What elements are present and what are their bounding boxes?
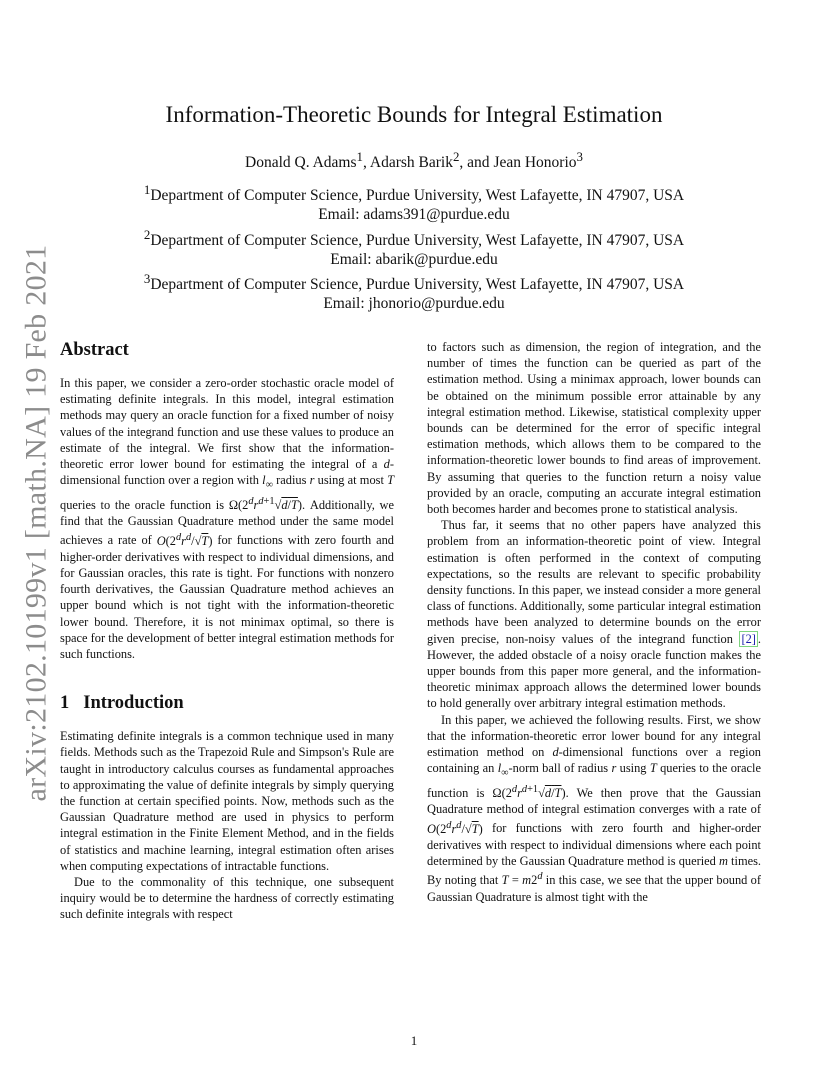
formula-upper-rate: $O(2^dr^d/√T)$ — [156, 531, 213, 548]
author-affil-mark: 1 — [356, 149, 363, 164]
paper-title: Information-Theoretic Bounds for Integral Estimation — [165, 102, 663, 127]
page-number: 1 — [410, 1033, 418, 1048]
affiliation-email: Email: jhonorio@purdue.edu — [323, 295, 505, 313]
intro-paragraph: Due to the commonality of this technique, one subsequent inquiry would be to determine the hardness of correctly estimating such definite integrals with respect — [60, 875, 394, 922]
affil-mark: 3 — [143, 271, 151, 287]
affil-mark: 1 — [143, 182, 151, 197]
affiliation-line — [0, 225, 828, 250]
author-list: Donald Q. Adams$^1$, Adarsh Barik$^2$, and Jean Honorio$^3$ — [245, 149, 583, 172]
affil-dept: Department of Computer Science, Purdue University, West Lafayette, IN 47907, USA — [150, 187, 685, 205]
intro-paragraph: In this paper, we achieved the following results. First, we show that the information-theoretic error lower bound for any integral estimation method on d-dimensional functions over a region containing an $l_\infty$-norm ball of radius r using T queries to the oracle function is $\Omega(2^dr^{d+1}√d/T)$. We then prove that the Gaussian Quadrature method of integral estimation converges with a rate of $O(2^dr^d/√T)$ for functions with zero fourth and higher-order derivatives with respect to individual dimensions where each point determined by the Gaussian Quadrature method is queried m times. By noting that $T = m2^d$ in this case, we see that the upper bound of Gaussian Quadrature is almost tight with the — [427, 712, 762, 904]
intro-paragraph: Estimating definite integrals is a common technique used in many fields. Methods such as the Trapezoid Rule and Simpson's Rule are taught in introductory calculus courses as fundamental approaches to approximating the value of definite integrals by simply querying the function at certain specified points. Now, methods such as the Gaussian Quadrature method are used in physics to perform integral estimation in the Finite Element Method, and in the fields of statistics and machine learning, integral estimation often arises when computing expectations of intractable functions. — [60, 729, 394, 873]
affil-dept: Department of Computer Science, Purdue University, West Lafayette, IN 47907, USA — [150, 276, 685, 294]
section-number: 1 — [60, 693, 70, 714]
affiliation-line — [0, 269, 828, 294]
right-column — [427, 339, 761, 905]
citation-link[interactable]: [2] — [741, 631, 756, 646]
left-column — [60, 339, 394, 923]
abstract-heading: Abstract — [60, 340, 129, 360]
affil-mark: 2 — [143, 226, 151, 242]
abstract-paragraph: In this paper, we consider a zero-order stochastic oracle model of estimating definite integrals. In this model, integral estimation methods may query an oracle function for a fixed number of noisy values of the integrand function and use these values to produce an estimate of the integral. We first show that the information-theoretic error lower bound for estimating the integral of a d-dimensional function over a region with $l_\infty$ radius r using at most T queries to the oracle function is $\Omega(2^dr^{d+1}√d/T)$. Additionally, we find that the Gaussian Quadrature method under the same model achieves a rate of $O(2^dr^d/√T)$ for functions with zero fourth and higher-order derivatives with respect to individual dimensions, and for Gaussian oracles, this rate is tight. For functions with nonzero fourth derivatives, the Gaussian Quadrature method achieves an upper bound which is not tight with the information-theoretic lower bound. Therefore, it is not minimax optimal, so there is space for the development of better integral estimation methods for such functions. — [60, 376, 395, 661]
arxiv-identifier-stamp — [16, 244, 56, 802]
formula-lower-bound: $\Omega(2^dr^{d+1}√d/T)$ — [492, 783, 566, 801]
section-title: Introduction — [83, 693, 184, 714]
author-name: Jean Honorio — [493, 154, 577, 172]
arxiv-identifier-text: arXiv:2102.10199v1 [math.NA] 19 Feb 2021 — [19, 244, 52, 802]
formula-lower-bound: $\Omega(2^dr^{d+1}√d/T)$ — [228, 495, 303, 513]
affiliation-block — [0, 180, 828, 314]
author-affil-mark: 2 — [452, 149, 460, 164]
intro-paragraph: Thus far, it seems that no other papers have analyzed this problem from an information-theoretic point of view. Integral estimation is often performed in the context of computing expectations, so the results are relevant to specific probability density functions. In this paper, we instead consider a more general class of functions. Additionally, some particular integral estimation methods have been analyzed to determine bounds on the error given precise, non-noisy values of the integrand function [2] . However, the added obstacle of a noisy oracle function makes the upper bounds from this paper more general, and the information-theoretic minimax approach allows the determined lower bounds to hold generally over arbitrary integral estimation methods. — [427, 518, 761, 711]
affiliation-email: Email: abarik@purdue.edu — [330, 250, 498, 268]
affiliation-email: Email: adams391@purdue.edu — [318, 206, 510, 224]
affiliation-line — [0, 180, 828, 205]
author-name: Adarsh Barik — [369, 154, 453, 172]
introduction-heading — [60, 692, 394, 714]
affil-dept: Department of Computer Science, Purdue University, West Lafayette, IN 47907, USA — [150, 231, 685, 249]
author-affil-mark: 3 — [576, 149, 583, 164]
formula-upper-rate: $O(2^dr^d/√T)$ — [427, 819, 483, 836]
author-name: Donald Q. Adams — [245, 154, 357, 172]
intro-paragraph-continued: to factors such as dimension, the region of integration, and the number of times the function can be queried as part of the estimation method. Using a minimax approach, lower bounds can be obtained on the minimum possible error attainable by any integral estimation method. Likewise, statistical complexity upper bounds can be determined for the error of specific integral estimation methods, which allows them to be compared to the information-theoretic lower bounds to find areas of improvement. By assuming that queries to the function return a noisy value provided by an oracle, computing an accurate integral estimation both becomes harder and becomes prone to statistical analysis. — [427, 340, 761, 517]
